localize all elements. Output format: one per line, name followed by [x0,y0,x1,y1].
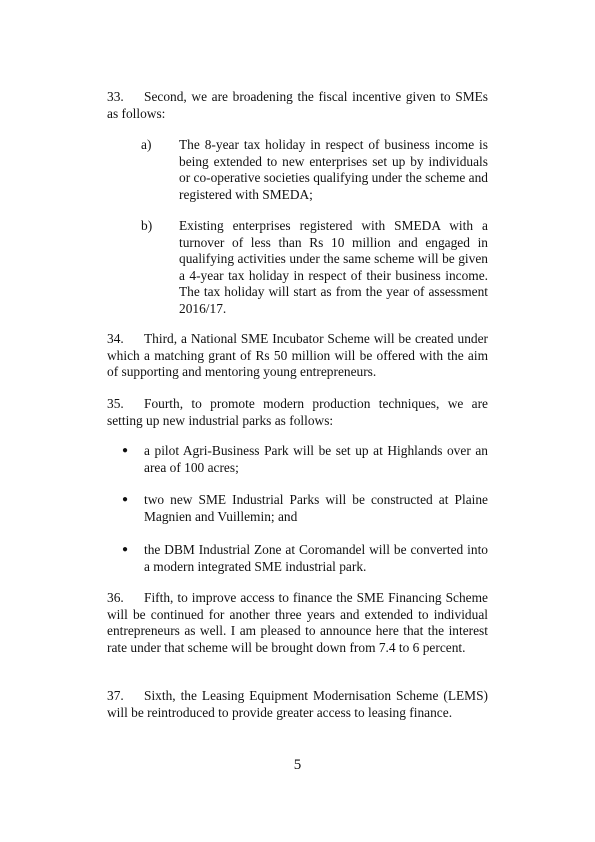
sub-item-label: a) [141,137,152,152]
paragraph-33 [107,89,488,122]
sub-item-text: Existing enterprises registered with SMEDA with a turnover of less than Rs 10 million and engaged in qualifying activities under the same scheme will be given a 4-year tax holiday in respect of their business income. The tax holiday will start as from the year of assessment 2016/17. [179,218,488,316]
bullet-text: the DBM Industrial Zone at Coromandel will be converted into a modern integrated SME industrial park. [144,542,488,574]
paragraph-number: 37. [107,688,124,703]
paragraph-37 [107,688,488,721]
paragraph-text: Third, a National SME Incubator Scheme will be created under which a matching grant of Rs 50 million will be offered with the aim of supporting and mentoring young entrepreneurs. [107,331,488,379]
bullet-icon: ● [122,544,129,555]
paragraph-number: 35. [107,396,124,411]
bullet-item [122,443,488,476]
paragraph-36 [107,590,488,656]
paragraph-34 [107,331,488,381]
bullet-item [122,492,488,525]
bullet-icon: ● [122,445,129,456]
bullet-text: two new SME Industrial Parks will be constructed at Plaine Magnien and Vuillemin; and [144,492,488,524]
paragraph-text: Fifth, to improve access to finance the SME Financing Scheme will be continued for another three years and extended to individual entrepreneurs as well. I am pleased to announce here that the interest rate under that scheme will be brought down from 7.4 to 6 percent. [107,590,488,655]
paragraph-number: 33. [107,89,124,104]
paragraph-text: Fourth, to promote modern production techniques, we are setting up new industrial parks as follows: [107,396,488,428]
paragraph-text: Sixth, the Leasing Equipment Modernisation Scheme (LEMS) will be reintroduced to provide greater access to leasing finance. [107,688,488,720]
paragraph-35 [107,396,488,429]
paragraph-text: Second, we are broadening the fiscal incentive given to SMEs as follows: [107,89,488,121]
paragraph-number: 34. [107,331,124,346]
sub-item-text: The 8-year tax holiday in respect of business income is being extended to new enterprises set up by individuals or co-operative societies qualifying under the scheme and registered with SMEDA; [179,137,488,202]
page-number: 5 [293,757,302,773]
paragraph-number: 36. [107,590,124,605]
sub-item-b [141,218,488,317]
sub-item-a [141,137,488,203]
bullet-item [122,542,488,575]
bullet-text: a pilot Agri-Business Park will be set up at Highlands over an area of 100 acres; [144,443,488,475]
sub-item-label: b) [141,218,153,233]
bullet-icon: ● [122,494,129,505]
